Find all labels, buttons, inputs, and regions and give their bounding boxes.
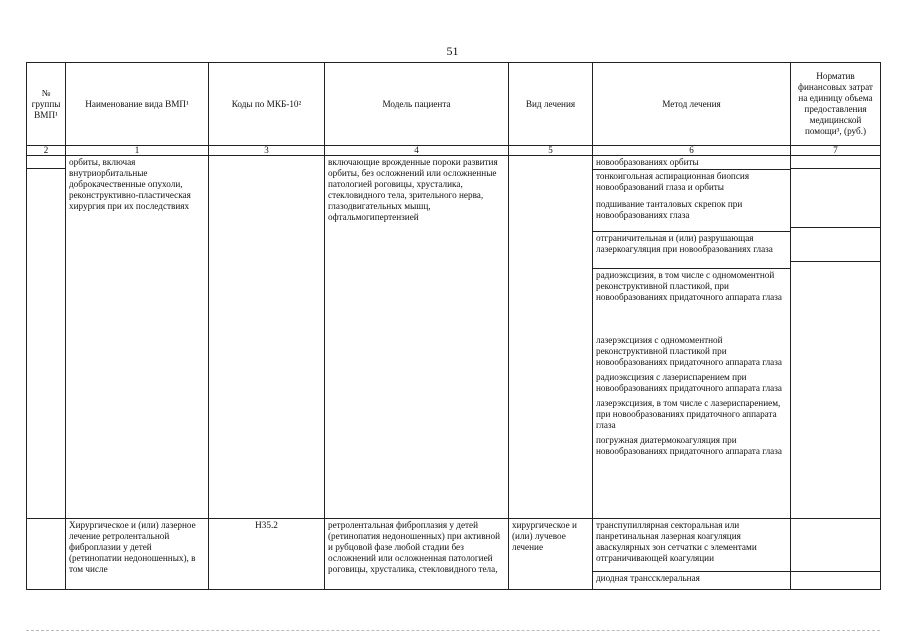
column-number: 1 [66, 146, 209, 156]
treatment-type-cell: хирургическое и (или) лучевое лечение [509, 519, 593, 590]
header-group-number: № группы ВМП¹ [27, 63, 66, 146]
vmp-name-cell [66, 519, 209, 590]
table-row [27, 156, 881, 519]
method-item [593, 268, 790, 456]
group-number-cell [27, 519, 66, 590]
method-item: отграничительная и (или) разрушающая лазеркоагуляция при новообразованиях глаза [593, 231, 790, 268]
icd-codes-cell: H35.2 [209, 519, 325, 590]
header-icd-codes: Коды по МКБ-10² [209, 63, 325, 146]
method-text: подшивание танталовых скрепок при новообразованиях глаза [596, 199, 743, 220]
method-item: транспупиллярная секторальная или панретинальная лазерная коагуляция аваскулярных зон сетчатки с элементами отграничивающей коагуляции [596, 520, 757, 563]
method-text: тонкоигольная аспирационная биопсия новообразований глаза и орбиты [596, 171, 750, 192]
cost-norm-cell [791, 519, 881, 590]
treatment-methods-cell [593, 519, 791, 590]
header-row [27, 63, 881, 146]
cost-norm-slot [791, 261, 880, 438]
method-text: радиоэксцизия, в том числе с одномоментной реконструктивной пластикой, при новообразованиях придаточного аппарата глаза [596, 270, 782, 302]
cost-norm-slot [791, 227, 880, 261]
column-number: 2 [27, 146, 66, 156]
column-number: 4 [325, 146, 509, 156]
column-number: 5 [509, 146, 593, 156]
method-text: погружная диатермокоагуляция при новообразованиях придаточного аппарата глаза [596, 435, 782, 456]
cost-norm-slot [791, 156, 880, 168]
group-number-top [27, 156, 65, 168]
cost-norm-slot [791, 519, 880, 571]
page-bottom-edge [26, 630, 880, 631]
method-text: радиоэксцизия с лазериспарением при новообразованиях придаточного аппарата глаза [596, 372, 782, 393]
group-number-rest [27, 168, 65, 517]
page-number: 51 [446, 44, 459, 58]
header-treatment-type: Вид лечения [509, 63, 593, 146]
patient-model-cell: включающие врожденные пороки развития орбиты, без осложнений или осложненные патологией роговицы, хрусталика, стекловидного тела, зрительного нерва, глазодвигательных мышц, офтальмогипертензией [325, 156, 509, 519]
column-number: 3 [209, 146, 325, 156]
vmp-name-cell: орбиты, включая внутриорбитальные доброкачественные опухоли, реконструктивно-пластическая хирургия при их последствиях [66, 156, 209, 519]
vmp-table [26, 62, 881, 590]
patient-model-text: ретролентальная фиброплазия у детей (ретинопатия недоношенных) при активной и рубцовой фазе любой стадии без осложнений или осложненная патологией роговицы, хрусталика, стекловидного тела, [328, 520, 500, 574]
method-item [593, 169, 790, 231]
treatment-methods-cell [593, 156, 791, 519]
icd-codes-cell [209, 156, 325, 519]
header-treatment-method: Метод лечения [593, 63, 791, 146]
vmp-name-text: Хирургическое и (или) лазерное лечение ретролентальной фиброплазии у детей (ретинопатии недоношенных), в том числе [69, 520, 196, 574]
column-number-row [27, 146, 881, 156]
method-text: лазерэксцизия с одномоментной реконструктивной пластикой при новообразованиях придаточного аппарата глаза [596, 335, 782, 367]
treatment-type-cell [509, 156, 593, 519]
group-number-cell [27, 156, 66, 519]
patient-model-cell [325, 519, 509, 590]
method-item: диодная транссклеральная [593, 571, 790, 589]
column-number: 7 [791, 146, 881, 156]
cost-norm-cell [791, 156, 881, 519]
method-item: новообразованиях орбиты [596, 157, 699, 167]
header-cost-norm: Норматив финансовых затрат на единицу объема предоставления медицинской помощи³, (руб.) [791, 63, 881, 146]
cost-norm-slot [791, 168, 880, 227]
header-vmp-name: Наименование вида ВМП¹ [66, 63, 209, 146]
header-patient-model: Модель пациента [325, 63, 509, 146]
table-row [27, 519, 881, 590]
column-number: 6 [593, 146, 791, 156]
method-text: лазерэксцизия, в том числе с лазериспарением, при новообразованиях придаточного аппарата глаза [596, 398, 781, 430]
cost-norm-slot [791, 571, 880, 586]
